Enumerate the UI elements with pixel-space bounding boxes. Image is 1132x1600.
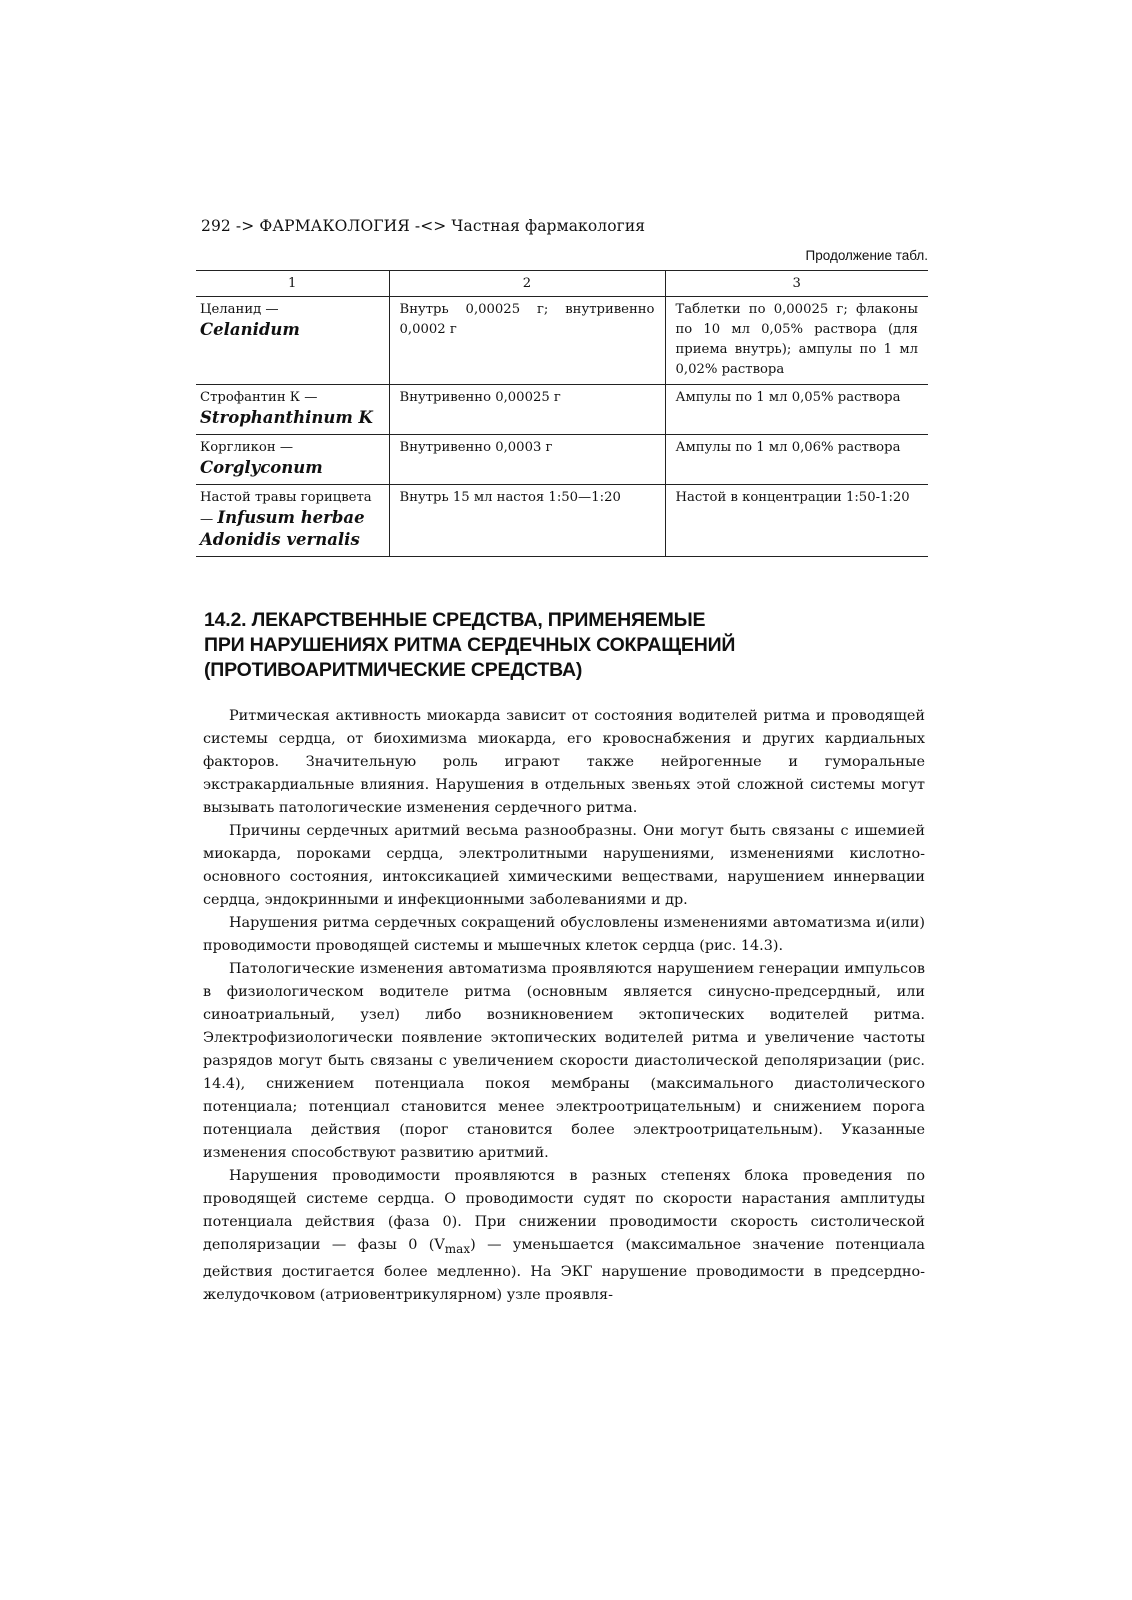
section-title-line: ПРИ НАРУШЕНИЯХ РИТМА СЕРДЕЧНЫХ СОКРАЩЕНИЙ	[204, 634, 736, 656]
section-title	[204, 608, 924, 683]
paragraph: Ритмическая активность миокарда зависит от состояния водителей ритма и проводящей системы сердца, от биохимизма миокарда, его кровоснабжения и других кардиальных факторов. Значительную роль играют также нейрогенные и гуморальные экстракардиальные влияния. Нарушения в отдельных звеньях этой сложной системы могут вызывать патологические изменения сердечного ритма.	[203, 708, 925, 816]
dosage-cell: Внутривенно 0,00025 г	[389, 385, 665, 435]
drug-name-ru: Целанид —	[200, 302, 279, 317]
drug-name-ru: Строфантин К —	[200, 390, 318, 405]
subscript: max	[444, 1241, 471, 1256]
drug-name-ru: Настой травы горицвета —	[200, 490, 372, 527]
paragraph: Причины сердечных аритмий весьма разнообразны. Они могут быть связаны с ишемией миокарда, пороками сердца, электролитными нарушениями, изменениями кислотно-основного состояния, интоксикацией химическими веществами, нарушением иннервации сердца, эндокринными и инфекционными заболеваниями и др.	[203, 823, 925, 908]
paragraph: Патологические изменения автоматизма проявляются нарушением генерации импульсов в физиологическом водителе ритма (основным является синусно-предсердный, или синоатриальный, узел) либо возникновением эктопических водителей ритма. Электрофизиологически появление эктопических водителей ритма и увеличение частоты разрядов могут быть связаны с увеличением скорости диастолической деполяризации (рис. 14.4), снижением потенциала покоя мембраны (максимального диастолического потенциала; потенциал становится менее электроотрицательным) и снижением порога потенциала действия (порог становится более электроотрицательным). Указанные изменения способствуют развитию аритмий.	[203, 961, 925, 1161]
drug-name-latin: Strophanthinum K	[200, 408, 373, 427]
section-title-line: 14.2. ЛЕКАРСТВЕННЫЕ СРЕДСТВА, ПРИМЕНЯЕМЫЕ	[204, 609, 706, 631]
drug-name-latin: Celanidum	[200, 320, 300, 339]
drug-name-cell	[196, 385, 389, 435]
forms-cell: Таблетки по 0,00025 г; флаконы по 10 мл 0,05% раствора (для приема внутрь); ампулы по 1 мл 0,02% раствора	[665, 297, 928, 385]
table-row	[196, 297, 928, 385]
drug-name-cell	[196, 435, 389, 485]
drug-name-cell	[196, 297, 389, 385]
table-row	[196, 385, 928, 435]
drug-name-latin: Corglyconum	[200, 458, 323, 477]
dosage-cell: Внутрь 0,00025 г; внутривенно 0,0002 г	[389, 297, 665, 385]
forms-cell: Ампулы по 1 мл 0,06% раствора	[665, 435, 928, 485]
drug-name-ru: Коргликон —	[200, 440, 294, 455]
drug-name-cell	[196, 485, 389, 557]
paragraph	[203, 1165, 925, 1307]
section-title-line: (ПРОТИВОАРИТМИЧЕСКИЕ СРЕДСТВА)	[204, 659, 583, 681]
table-caption: Продолжение табл.	[805, 248, 928, 263]
forms-cell: Ампулы по 1 мл 0,05% раствора	[665, 385, 928, 435]
drug-name-latin: Infusum herbae Adonidis vernalis	[200, 508, 365, 549]
drug-table	[196, 270, 928, 557]
paragraph-text: Нарушения проводимости проявляются в разных степенях блока проведения по проводящей системе сердца. О проводимости судят по скорости нарастания амплитуды потенциала действия (фаза 0). При снижении проводимости скорость систолической деполяризации — фазы 0 (V	[203, 1168, 925, 1253]
running-head: 292 -> ФАРМАКОЛОГИЯ -<> Частная фармакология	[201, 217, 646, 235]
paragraph: Нарушения ритма сердечных сокращений обусловлены изменениями автоматизма и(или) проводимости проводящей системы и мышечных клеток сердца (рис. 14.3).	[203, 915, 925, 954]
forms-cell: Настой в концентрации 1:50-1:20	[665, 485, 928, 557]
column-header-2: 2	[389, 271, 665, 297]
table-header-row	[196, 271, 928, 297]
dosage-cell: Внутривенно 0,0003 г	[389, 435, 665, 485]
body-text	[203, 705, 925, 1307]
table-row	[196, 485, 928, 557]
column-header-1: 1	[196, 271, 389, 297]
column-header-3: 3	[665, 271, 928, 297]
table-row	[196, 435, 928, 485]
paragraph-text: ) — уменьшается (максимальное значение потенциала действия достигается более медленно). На ЭКГ нарушение проводимости в предсердно-желудочковом (атриовентрикулярном) узле проявля-	[203, 1237, 925, 1303]
dosage-cell: Внутрь 15 мл настоя 1:50—1:20	[389, 485, 665, 557]
